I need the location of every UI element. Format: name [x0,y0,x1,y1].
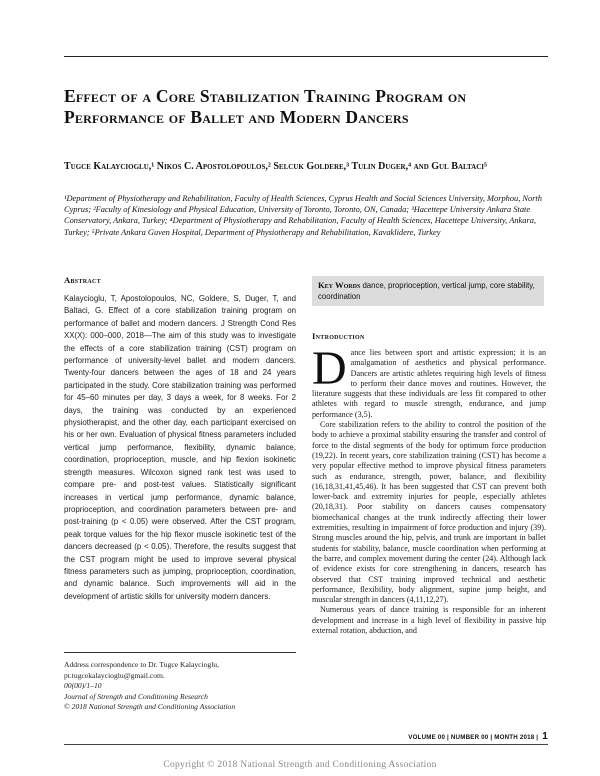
drop-cap: D [312,342,347,395]
intro-paragraph-3: Numerous years of dance training is responsible for an inherent development and increase in a high level of flexibility in passive hip external rotation, abduction, and [312,605,546,636]
keywords-text: dance, proprioception, vertical jump, core stability, coordination [318,281,535,301]
abstract-heading: Abstract [64,275,101,285]
author-list: Tugce Kalaycioglu,¹ Nikos C. Apostolopoulos,² Selcuk Goldere,³ Tulin Duger,⁴ and Gul Baltaci⁵ [64,161,488,172]
footnote [64,660,296,713]
footer-issue-line: VOLUME 00 | NUMBER 00 | MONTH 2018 | [408,734,539,741]
journal-copyright: © 2018 National Strength and Conditioning Association [64,702,236,711]
keywords-label: Key Words [318,280,361,290]
introduction-body [312,342,546,636]
issue-code: 00(00)/1–10 [64,681,102,690]
intro-paragraph-1 [312,342,546,420]
affiliations: ¹Department of Physiotherapy and Rehabilitation, Faculty of Health Sciences, Cyprus Health and Social Sciences University, Morphou, North Cyprus; ²Faculty of Kinesiology and Physical Education, University of Toronto, Toronto, ON, Canada; ³Hacettepe University Ankara State Conservatory, Ankara, Turkey; ⁴Department of Physiotherapy and Rehabilitation, Faculty of Health Sciences, Hacettepe University, Ankara, Turkey; ⁵Private Ankara Guven Hospital, Department of Physiotherapy and Rehabilitation, Kavaklidere, Turkey [64,194,542,237]
keywords-box [312,276,544,306]
introduction-heading: Introduction [312,331,365,341]
correspondence-address: Address correspondence to Dr. Tugce Kalaycioglu, pt.tugcekalaycioglu@gmail.com. [64,660,220,680]
journal-name: Journal of Strength and Conditioning Research [64,691,208,701]
abstract-text: Kalaycioglu, T, Apostolopoulos, NC, Goldere, S, Duger, T, and Baltaci, G. Effect of a core stabilization training program on performance of ballet and modern dancers. J Strength Cond Res XX(X): 000–000, 2018—The aim of this study was to investigate the effects of a core stabilization training (CST) program on performance of university-level ballet and modern dancers. Twenty-four dancers between the ages of 18 and 24 years participated in the study. Core stabilization training was performed for 45–60 minutes per day, 3 days a week, for 8 weeks. For 2 days, the training was conducted by an experienced physiotherapist, and the other day, each participant exercised on his or her own. Evaluation of physical fitness parameters included vertical jump performance, flexibility, dynamic balance, coordination, proprioception, muscle, and hip flexion isokinetic strength measures. Wilcoxon signed rank test was used to compare pre- and post-test values. Statistically significant increases in vertical jump performance, dynamic balance, proprioception, and coordination parameters between pre- and post-training (p < 0.05) were observed. After the CST program, peak torque values for the hip flexor muscle isokinetic test of the dancers decreased (p < 0.05). Therefore, the results suggest that the CST program might be used to improve several physical fitness parameters such as jumping, proprioception, coordination, and dynamic balance. Such improvements will aid in the development of artistic skills for university modern dancers. [64,294,296,601]
article-title: Effect of a Core Stabilization Training Program on Performance of Ballet and Modern Dancers [64,86,467,127]
copyright-watermark: Copyright © 2018 National Strength and Conditioning Association [163,760,437,770]
footer-rule [64,744,548,745]
footnote-divider [64,652,296,653]
intro-paragraph-1-text: ance lies between sport and artistic expression; it is an amalgamation of aesthetics and physical performance. Dancers are artistic athletes requiring high levels of fitness to perform their dance moves and routines. However, the literature suggests that these individuals are less fit compared to other athletes with regard to muscle strength, endurance, and jump performance (3,5). [312,348,546,419]
page-footer [360,731,548,742]
intro-paragraph-2: Core stabilization refers to the ability to control the position of the body to achieve a proximal stability ensuring the transfer and control of force to the distal segments of the body for optimum force production (19,22). In recent years, core stabilization training (CST) has become a very popular effective method to improve physical fitness parameters such as endurance, strength, power, balance, and flexibility (16,18,31,41,45,46). It has been suggested that CST can prevent both lower-back and extremity injuries for people, especially athletes (20,18,31). Poor stability on dancers causes compensatory biomechanical changes at the trunk indirectly affecting their lower extremities, resulting in impairment of force production and injury (39). Strong muscles around the hip, pelvis, and trunk are important in ballet students for stability, balance, muscle coordination when performing at the barre, and complex movement during the center (24). Although lack of evidence exists for core strengthening in dancers, research has observed that CST training improved technical and aesthetic performance, flexibility, body alignment, supine jump height, and muscular strength in dancers (4,11,12,27). [312,420,546,605]
top-rule [64,56,548,57]
page-number: 1 [542,731,548,742]
